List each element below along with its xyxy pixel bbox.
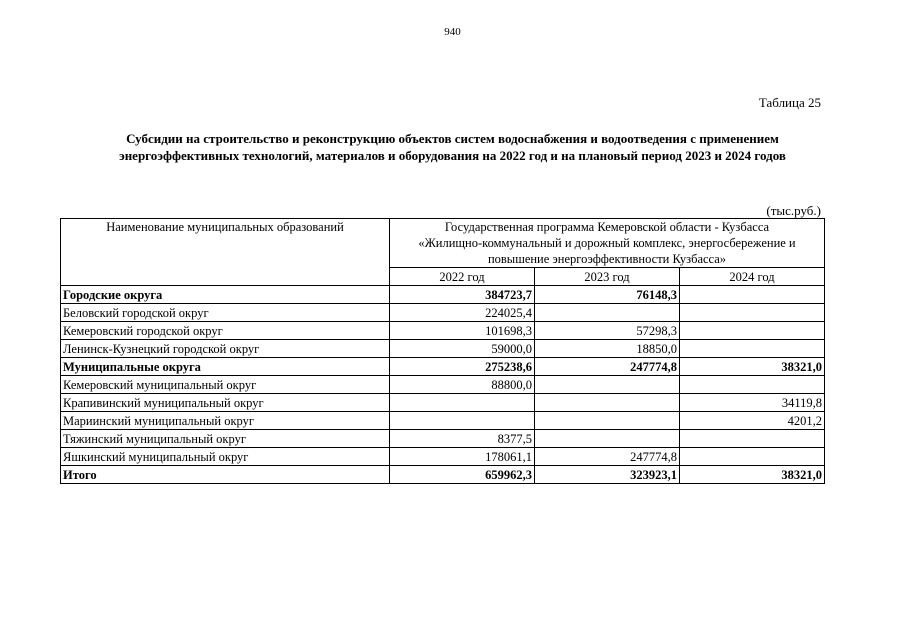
table-header-row [61,219,825,268]
cell-name: Муниципальные округа [61,358,390,376]
program-line: «Жилищно-коммунальный и дорожный комплекс, энергосбережение и [418,236,796,250]
cell-2024: 34119,8 [680,394,825,412]
cell-2022: 178061,1 [390,448,535,466]
cell-2023: 323923,1 [535,466,680,484]
cell-name: Итого [61,466,390,484]
column-header-name: Наименование муниципальных образований [61,219,390,286]
column-header-2023: 2023 год [535,268,680,286]
table-row [61,448,825,466]
cell-2024 [680,304,825,322]
table-row [61,394,825,412]
cell-2024 [680,430,825,448]
table-row [61,376,825,394]
cell-2022: 275238,6 [390,358,535,376]
cell-2022: 88800,0 [390,376,535,394]
cell-2022: 384723,7 [390,286,535,304]
cell-name: Беловский городской округ [61,304,390,322]
cell-2023: 247774,8 [535,448,680,466]
cell-2024 [680,340,825,358]
cell-2024: 38321,0 [680,358,825,376]
cell-2024: 4201,2 [680,412,825,430]
table-title [60,130,845,164]
program-line: повышение энергоэффективности Кузбасса» [487,252,727,266]
cell-name: Яшкинский муниципальный округ [61,448,390,466]
cell-2022: 101698,3 [390,322,535,340]
cell-2022: 59000,0 [390,340,535,358]
table-row [61,340,825,358]
subsidy-table [60,218,825,484]
cell-2023: 18850,0 [535,340,680,358]
table-row [61,466,825,484]
column-header-2022: 2022 год [390,268,535,286]
cell-2024 [680,286,825,304]
cell-2023 [535,304,680,322]
cell-2023 [535,412,680,430]
cell-2024 [680,376,825,394]
cell-2023 [535,376,680,394]
cell-2023 [535,394,680,412]
cell-name: Городские округа [61,286,390,304]
table-row [61,322,825,340]
cell-name: Крапивинский муниципальный округ [61,394,390,412]
title-line: энергоэффективных технологий, материалов и оборудования на 2022 год и на плановый период 2023 и 2024 годов [119,148,786,163]
column-header-program [390,219,825,268]
cell-2024 [680,322,825,340]
cell-name: Ленинск-Кузнецкий городской округ [61,340,390,358]
cell-2024 [680,448,825,466]
units-label: (тыс.руб.) [766,203,821,218]
table-body [61,286,825,484]
cell-2022 [390,412,535,430]
table-row [61,286,825,304]
cell-name: Кемеровский муниципальный округ [61,376,390,394]
cell-2023 [535,430,680,448]
table-row [61,304,825,322]
cell-name: Тяжинский муниципальный округ [61,430,390,448]
cell-2023: 57298,3 [535,322,680,340]
table-number: Таблица 25 [758,95,821,110]
cell-2024: 38321,0 [680,466,825,484]
cell-name: Мариинский муниципальный округ [61,412,390,430]
table-row [61,430,825,448]
page-number: 940 [444,26,461,38]
table-row [61,412,825,430]
cell-2023: 247774,8 [535,358,680,376]
cell-2023: 76148,3 [535,286,680,304]
cell-2022 [390,394,535,412]
column-header-2024: 2024 год [680,268,825,286]
cell-2022: 659962,3 [390,466,535,484]
table-row [61,358,825,376]
title-line: Субсидии на строительство и реконструкцию объектов систем водоснабжения и водоотведения с применением [126,131,779,146]
program-line: Государственная программа Кемеровской области - Кузбасса [444,220,770,234]
cell-2022: 8377,5 [390,430,535,448]
cell-name: Кемеровский городской округ [61,322,390,340]
cell-2022: 224025,4 [390,304,535,322]
